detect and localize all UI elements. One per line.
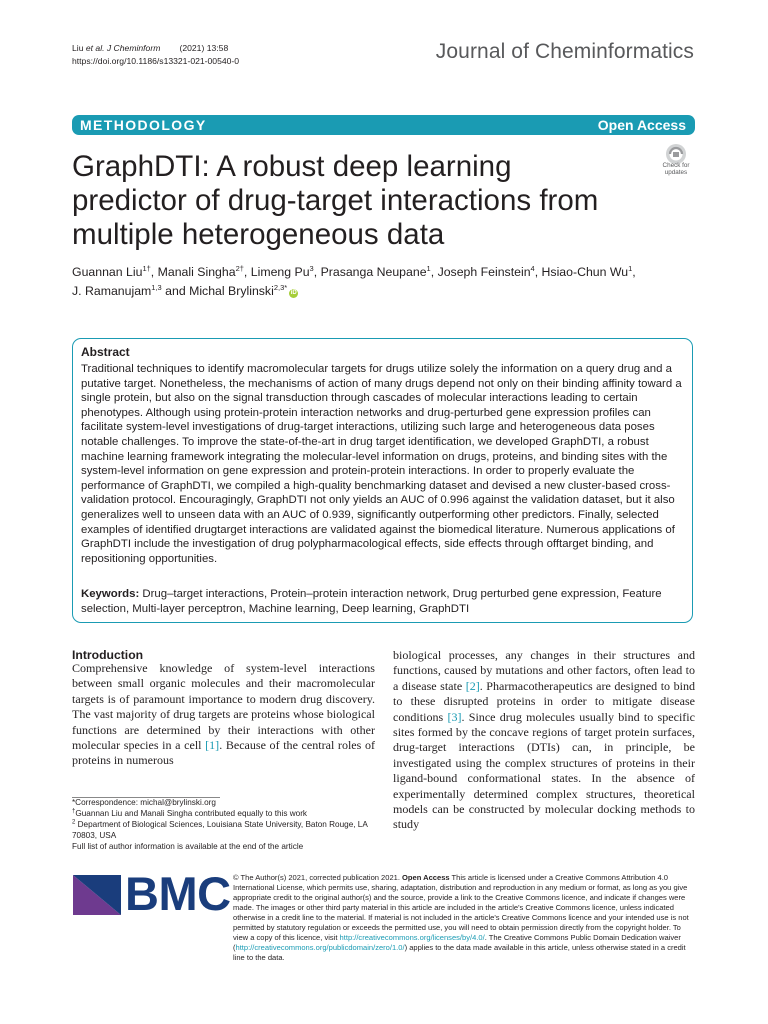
author: Hsiao-Chun Wu$^1$: [541, 263, 633, 279]
equal-contribution: †Guannan Liu and Manali Singha contributed equally to this work: [72, 808, 308, 819]
author: Limeng Pu$^3$: [250, 263, 314, 279]
keywords-label: Keywords:: [81, 588, 140, 600]
intro-right-column: biological processes, any changes in their structures and functions, caused by mutations and other factors, often lead to a disease state [2]. Pharmacotherapeutics are designed to bind to these disrupted proteins in order to mitigate disease conditions [3]. Since drug molecules usually bind to specific sites formed by the concave regions of target protein surfaces, drug-target interactions (DTIs) can, in principle, be investigated using the complex structures of proteins in their ligand-bound conformational states. In the absence of experimentally determined complex structures, theoretical models can be constructed by molecular docking methods to study: [393, 648, 695, 832]
orcid-icon[interactable]: iD: [290, 290, 297, 296]
journal-name: Journal of Cheminformatics: [435, 40, 694, 63]
section-label: METHODOLOGY: [80, 117, 207, 133]
open-access-label: Open Access: [597, 117, 686, 133]
license-text: © The Author(s) 2021, corrected publication 2021. Open Access This article is licensed under a Creative Commons Attribution 4.0 International License, which permits use, sharing, adaptation, distribution and reproduction in any medium or format, as long as you give appropriate credit to the original author(s) and the source, provide a link to the Creative Commons licence, and indicate if changes were made. The images or other third party material in this article are included in the article's Creative Commons licence, unless indicated otherwise in a credit line to the material. If material is not included in the article's Creative Commons licence and your intended use is not permitted by statutory regulation or exceeds the permitted use, you will need to obtain permission directly from the copyright holder. To view a copy of this licence, visit http://creativecommons.org/licenses/by/4.0/. The Creative Commons Public Domain Dedication waiver (http://creativecommons.org/publicdomain/zero/1.0/) applies to the data made available in this article, unless otherwise stated in a credit line to the data.: [233, 873, 689, 963]
author: J. Ramanujam$^{1,3}$: [72, 282, 162, 298]
citation-line: Liu et al. J Cheminform (2021) 13:58: [72, 43, 229, 53]
doi-link[interactable]: https://doi.org/10.1186/s13321-021-00540-0: [72, 56, 240, 66]
intro-heading: Introduction: [72, 648, 144, 662]
author: Joseph Feinstein$^4$: [437, 263, 535, 279]
abstract-heading: Abstract: [81, 345, 130, 359]
correspondence: *Correspondence: michal@brylinski.org: [72, 798, 216, 807]
citation-journal: et al. J Cheminform: [85, 43, 161, 53]
reference-link[interactable]: [3]: [447, 709, 462, 724]
author-info-note: Full list of author information is available at the end of the article: [72, 842, 304, 852]
author: Guannan Liu$^{1\dagger}$: [72, 263, 151, 279]
article-title: GraphDTI: A robust deep learning predictor of drug-target interactions from multiple heterogeneous data: [72, 150, 599, 251]
author: Michal Brylinski$^{2,3*}$: [189, 282, 288, 298]
author-list: Guannan Liu$^{1\dagger}$, Manali Singha$^{2\dagger}$, Limeng Pu$^3$, Prasanga Neupane$^1$, Joseph Feinstein$^4$, Hsiao-Chun Wu$^1$, J. Ramanujam$^{1,3}$ and Michal Brylinski$^{2,3*}$iD: [72, 263, 636, 298]
bmc-logo-text: BMC: [125, 867, 231, 920]
citation-year: (2021) 13:58: [179, 43, 229, 53]
public-domain-link[interactable]: http://creativecommons.org/publicdomain/zero/1.0/: [235, 943, 405, 953]
citation-header: [72, 42, 239, 68]
author: Manali Singha$^{2\dagger}$: [157, 263, 244, 279]
license-link[interactable]: http://creativecommons.org/licenses/by/4.0/: [339, 933, 485, 943]
affiliation: $^2$ Department of Biological Sciences, Louisiana State University, Baton Rouge, LA 70803, USA: [72, 819, 368, 841]
keywords-list: Drug–target interactions, Protein–protein interaction network, Drug perturbed gene expression, Feature selection, Multi-layer perceptron, Machine learning, Deep learning, GraphDTI: [81, 588, 662, 615]
reference-link[interactable]: [2]: [465, 678, 480, 693]
bmc-logo-icon: [73, 875, 121, 915]
abstract-text: Traditional techniques to identify macromolecular targets for drugs utilize solely the information on a query drug and a putative target. Nonetheless, the mechanisms of action of many drugs depend not only on their binding affinity toward a single protein, but also on the signal transduction through cascades of molecular interactions leading to certain phenotypes. Although using protein-protein interaction networks and drug-perturbed gene expression profiles can facilitate system-level investigations of drug-target interactions, utilizing such large and heterogeneous data poses notable challenges. To improve the state-of-the-art in drug target identification, we developed GraphDTI, a robust machine learning framework integrating the molecular-level information on drugs, proteins, and binding sites with the system-level information on gene expression and protein-protein interactions. In order to properly evaluate the performance of GraphDTI, we compiled a high-quality benchmarking dataset and devised a new cluster-based cross-validation protocol. Encouragingly, GraphDTI not only yields an AUC of 0.996 against the validation dataset, but it also generalizes well to unseen data with an AUC of 0.939, significantly outperforming other predictors. Finally, selected examples of identified drugtarget interactions are validated against the biomedical literature. Numerous applications of GraphDTI include the investigation of drug polypharmacological effects, side effects through offtarget binding, and repositioning opportunities.: [81, 363, 682, 565]
keywords: [81, 587, 685, 616]
reference-link[interactable]: [1]: [205, 738, 220, 753]
footnotes: [72, 797, 377, 852]
author: Prasanga Neupane$^1$: [320, 263, 431, 279]
check-for-updates-label[interactable]: Check for updates: [662, 162, 690, 176]
intro-left-column: Comprehensive knowledge of system-level interactions between small organic molecules and their macromolecular targets is of paramount importance to modern drug discovery. The vast majority of drug targets are proteins whose biological functions are determined by their interactions with other molecular species in a cell [1]. Because of the central roles of proteins in numerous: [72, 661, 375, 768]
